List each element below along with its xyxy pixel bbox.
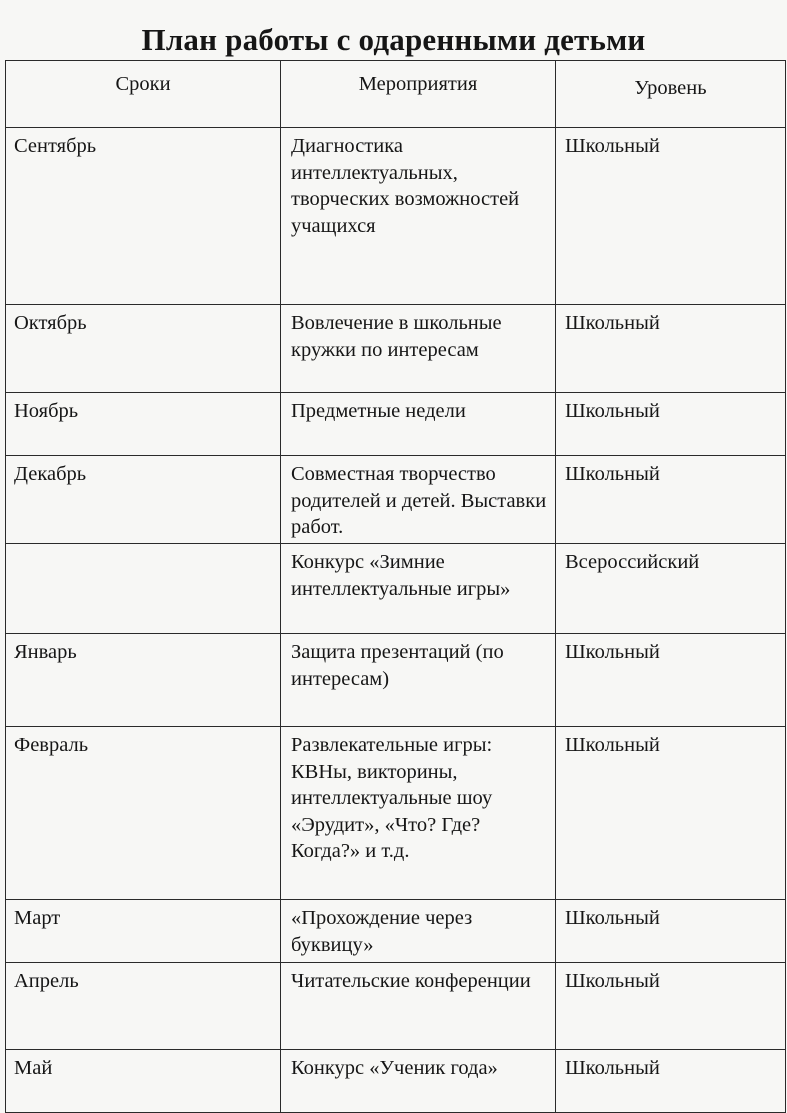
level-cell: Школьный bbox=[556, 128, 786, 305]
header-period: Сроки bbox=[6, 61, 281, 128]
plan-table bbox=[5, 60, 786, 1113]
level-cell: Школьный bbox=[556, 456, 786, 544]
activity-cell: Конкурс «Ученик года» bbox=[281, 1050, 556, 1113]
table-header-row bbox=[6, 61, 786, 128]
table-row bbox=[6, 727, 786, 900]
period-cell: Декабрь bbox=[6, 456, 281, 544]
period-cell: Февраль bbox=[6, 727, 281, 900]
period-cell: Март bbox=[6, 900, 281, 963]
table-row bbox=[6, 900, 786, 963]
activity-cell: Предметные недели bbox=[281, 393, 556, 456]
table-row bbox=[6, 634, 786, 727]
table-row bbox=[6, 544, 786, 634]
period-cell: Январь bbox=[6, 634, 281, 727]
period-cell: Ноябрь bbox=[6, 393, 281, 456]
activity-cell: Развлекательные игры: КВНы, викторины, интеллектуальные шоу «Эрудит», «Что? Где? Когда?» и т.д. bbox=[281, 727, 556, 900]
level-cell: Школьный bbox=[556, 305, 786, 393]
table-row bbox=[6, 963, 786, 1050]
activity-cell: Совместная творчество родителей и детей. Выставки работ. bbox=[281, 456, 556, 544]
header-activities: Мероприятия bbox=[281, 61, 556, 128]
level-cell: Школьный bbox=[556, 1050, 786, 1113]
table-row bbox=[6, 1050, 786, 1113]
activity-cell: Диагностика интеллектуальных, творческих возможностей учащихся bbox=[281, 128, 556, 305]
activity-cell: Защита презентаций (по интересам) bbox=[281, 634, 556, 727]
period-cell: Октябрь bbox=[6, 305, 281, 393]
level-cell: Школьный bbox=[556, 393, 786, 456]
table-row bbox=[6, 456, 786, 544]
level-cell: Школьный bbox=[556, 727, 786, 900]
period-cell: Апрель bbox=[6, 963, 281, 1050]
activity-cell: Вовлечение в школьные кружки по интересам bbox=[281, 305, 556, 393]
page-title: План работы с одаренными детьми bbox=[141, 22, 646, 57]
header-level: Уровень bbox=[556, 61, 786, 128]
period-cell: Сентябрь bbox=[6, 128, 281, 305]
period-cell bbox=[6, 544, 281, 634]
level-cell: Школьный bbox=[556, 634, 786, 727]
period-cell: Май bbox=[6, 1050, 281, 1113]
table-row bbox=[6, 128, 786, 305]
table-row bbox=[6, 393, 786, 456]
activity-cell: «Прохождение через буквицу» bbox=[281, 900, 556, 963]
activity-cell: Конкурс «Зимние интеллектуальные игры» bbox=[281, 544, 556, 634]
table-row bbox=[6, 305, 786, 393]
level-cell: Школьный bbox=[556, 900, 786, 963]
level-cell: Школьный bbox=[556, 963, 786, 1050]
level-cell: Всероссийский bbox=[556, 544, 786, 634]
activity-cell: Читательские конференции bbox=[281, 963, 556, 1050]
